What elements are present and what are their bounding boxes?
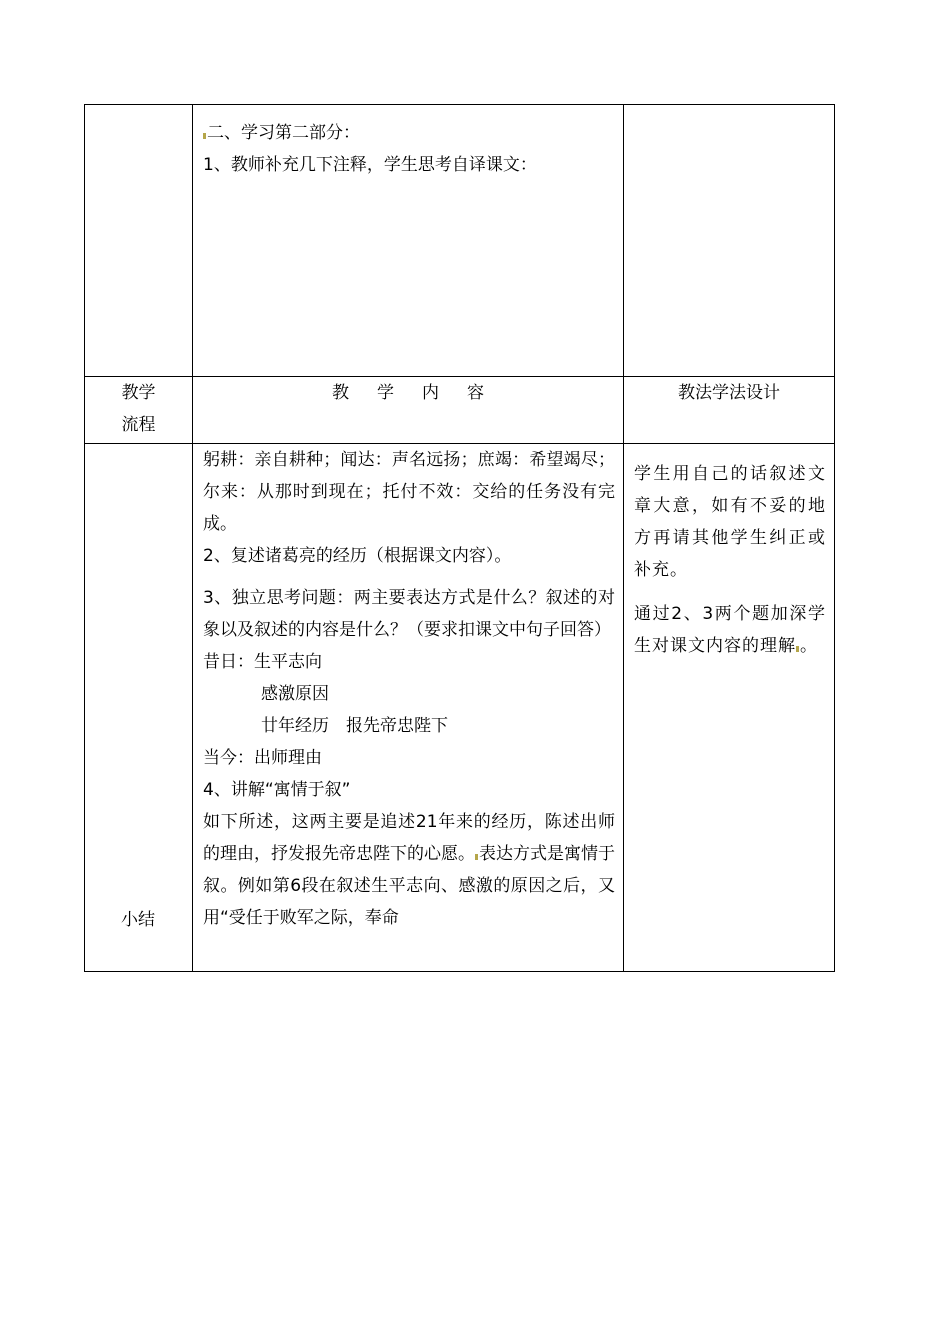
summary-label: 小结 xyxy=(121,910,155,930)
section-step: 1、教师补充几下注释，学生思考自译课文： xyxy=(203,155,537,175)
explanation-part2: 表达方式是寓情于叙。例如第6段在叙述生平志向、感激的原因之后，又用“受任于败军之际，奉命 xyxy=(203,844,615,928)
left-cell-empty xyxy=(85,105,193,377)
header-content-char: 教 xyxy=(332,383,349,403)
explanation-text xyxy=(203,806,615,934)
annotation-text: 躬耕：亲自耕种；闻达：声名远扬；庶竭：希望竭尽；尔来：从那时到现在；托付不效：交给的任务没有完成。 xyxy=(203,450,615,534)
outline-twenty-years: 廿年经历 报先帝忠陛下 xyxy=(261,716,448,736)
section-cell xyxy=(193,105,624,377)
section-title-text: 二、学习第二部分： xyxy=(207,123,360,143)
header-content-char: 学 xyxy=(377,383,394,403)
outline-present: 当今：出师理由 xyxy=(203,748,322,768)
edit-mark-icon xyxy=(796,646,799,652)
method-cell xyxy=(624,444,835,972)
header-content-char: 内 xyxy=(422,383,439,403)
outline-past: 昔日：生平志向 xyxy=(203,652,322,672)
header-content-char: 容 xyxy=(467,383,484,403)
table-row xyxy=(85,444,835,972)
step-4-text: 4、讲解“寓情于叙” xyxy=(203,780,351,800)
method-para-2-end: 。 xyxy=(800,636,818,656)
summary-cell xyxy=(85,444,193,972)
header-flow-line2: 流程 xyxy=(121,415,156,435)
edit-mark-icon xyxy=(203,133,206,139)
header-flow-cell xyxy=(85,377,193,444)
table-row xyxy=(85,105,835,377)
table-header-row xyxy=(85,377,835,444)
section-title xyxy=(203,117,615,149)
explanation-part1: 如下所述，这两主要是追述21年来的经历，陈述出师的理由，抒发报先帝忠陛下的心愿。 xyxy=(203,812,615,864)
header-flow-line1: 教学 xyxy=(121,383,156,403)
content-cell xyxy=(193,444,624,972)
outline-gratitude: 感激原因 xyxy=(261,684,329,704)
lesson-table xyxy=(84,104,835,972)
right-cell-empty xyxy=(624,105,835,377)
method-para-2-text: 通过2、3两个题加深学生对课文内容的理解 xyxy=(634,604,826,656)
method-para-2 xyxy=(634,598,826,662)
header-method-cell: 教法学法设计 xyxy=(624,377,835,444)
edit-mark-icon xyxy=(475,854,478,860)
step-2-text: 2、复述诸葛亮的经历（根据课文内容）。 xyxy=(203,546,512,566)
header-content-cell xyxy=(193,377,624,444)
method-para-1: 学生用自己的话叙述文章大意，如有不妥的地方再请其他学生纠正或补充。 xyxy=(634,464,826,580)
step-3-text: 3、独立思考问题：两主要表达方式是什么？叙述的对象以及叙述的内容是什么？（要求扣课文中句子回答） xyxy=(203,588,615,640)
